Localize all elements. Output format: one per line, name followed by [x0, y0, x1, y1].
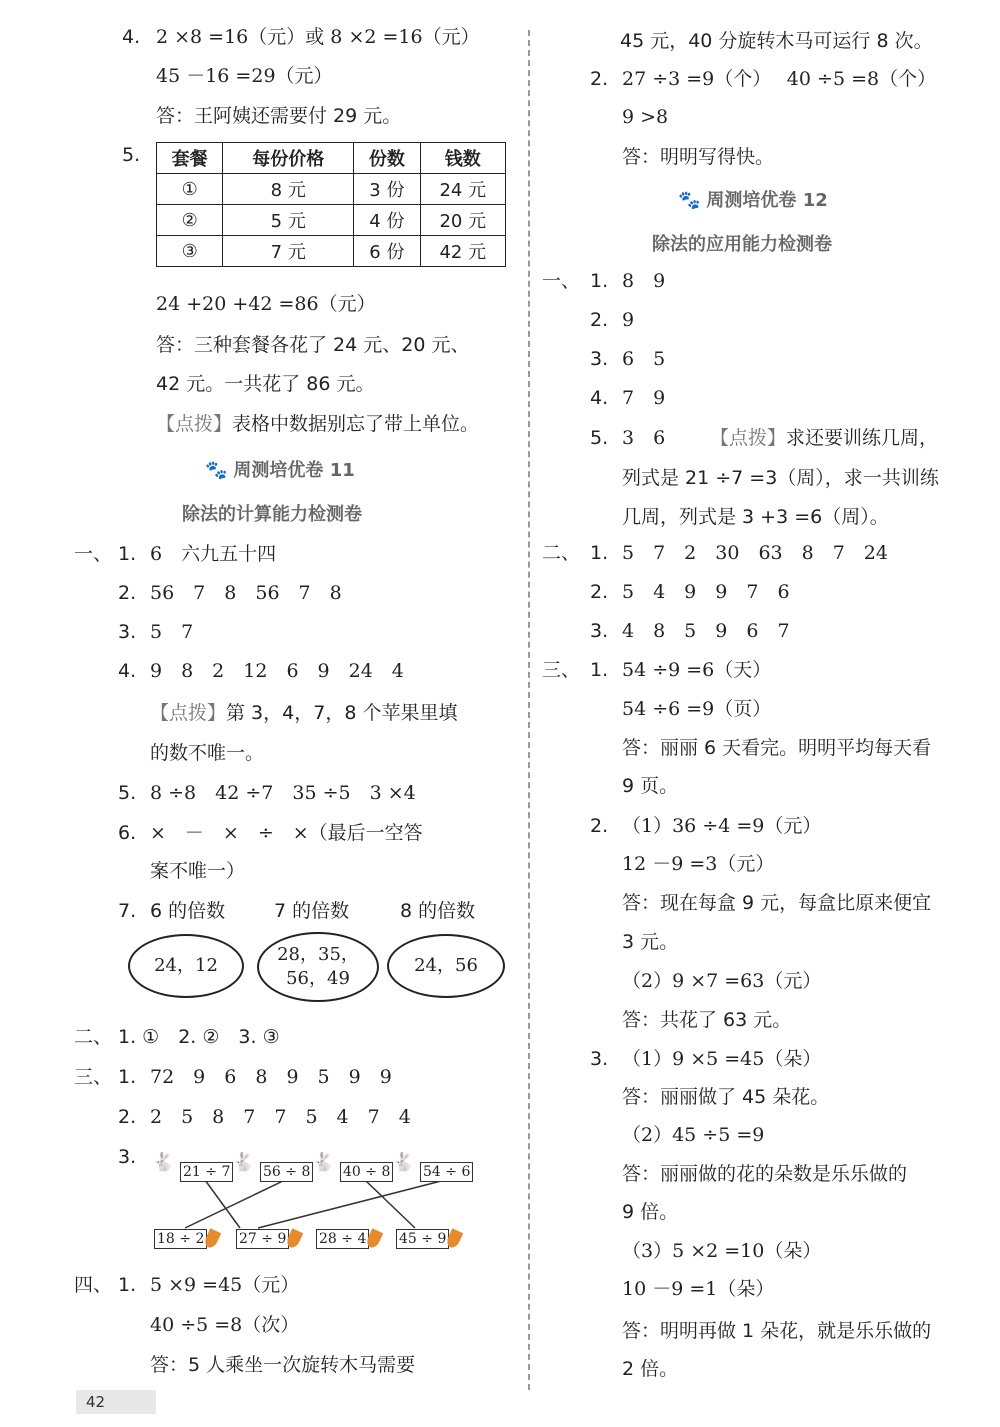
- item-answer: 答：丽丽 6 天看完。明明平均每天看: [622, 737, 932, 759]
- q5-answer1: 答：三种套餐各花了 24 元、20 元、: [156, 334, 470, 356]
- hint-text: 求还要训练几周，: [786, 427, 939, 449]
- item-number: 2.: [590, 68, 609, 90]
- item-number: 2.: [590, 581, 609, 603]
- oval-line: 56，49: [286, 968, 350, 989]
- item-text: 72 9 6 8 9 5 9 9: [150, 1066, 392, 1088]
- item-text: 4 8 5 9 6 7: [622, 620, 790, 642]
- item-answer: 答：明明写得快。: [622, 146, 775, 168]
- table-header: 份数: [354, 143, 420, 174]
- top-expression: 54 ÷ 6: [420, 1162, 473, 1182]
- q4-number: 4.: [122, 26, 141, 48]
- part4-label: 四、: [74, 1274, 113, 1296]
- q5-line1: 24 +20 +42 =86（元）: [156, 293, 376, 315]
- table-row: [157, 174, 506, 205]
- item-number: 1.: [590, 659, 609, 681]
- item-text: 5 4 9 9 7 6: [622, 581, 790, 603]
- item-text: 3 6: [622, 427, 666, 449]
- q4-line2: 45 －16 =29（元）: [156, 65, 333, 87]
- item-number: 1.: [118, 543, 137, 565]
- table-cell: ②: [157, 205, 223, 236]
- oval-multiples-7: [257, 932, 379, 1002]
- item-number: 1.: [118, 1066, 137, 1088]
- item-text: 10 －9 =1（朵）: [622, 1278, 775, 1300]
- rabbit-icon: 🐇: [312, 1152, 335, 1173]
- table-cell: ①: [157, 174, 223, 205]
- oval-multiples-8: 24，56: [387, 934, 505, 998]
- item-text: 7 9: [622, 387, 666, 409]
- hint-text: 几周，列式是 3 +3 =6（周）。: [622, 506, 889, 528]
- p1-hint2: 的数不唯一。: [150, 742, 265, 764]
- p1-hint: [150, 700, 457, 726]
- section-subtitle-12: 除法的应用能力检测卷: [652, 234, 832, 255]
- paw-icon: 🐾: [678, 190, 701, 211]
- table-cell: ③: [157, 236, 223, 267]
- item-answer: 答：共花了 63 元。: [622, 1009, 792, 1031]
- item-number: 3.: [590, 348, 609, 370]
- item-text: 6 六九五十四: [150, 543, 277, 565]
- rabbit-icon: 🐇: [152, 1152, 175, 1173]
- item-number: 2.: [590, 309, 609, 331]
- table-header: 钱数: [420, 143, 505, 174]
- item-text: （2）45 ÷5 =9: [622, 1124, 765, 1146]
- table-cell: 42 元: [420, 236, 505, 267]
- table-header: 每份价格: [223, 143, 354, 174]
- item-answer: 2 倍。: [622, 1358, 679, 1380]
- item-text: 40 ÷5 =8（次）: [150, 1314, 300, 1336]
- item-number: 1.: [118, 1274, 137, 1296]
- oval-line: 28，35，: [277, 944, 359, 965]
- section-title-11: [205, 458, 355, 484]
- table-cell: 8 元: [223, 174, 354, 205]
- multiple-label-8: 8 的倍数: [400, 900, 476, 922]
- table-cell: 20 元: [420, 205, 505, 236]
- item-text: × － × ÷ ×（最后一空答: [150, 822, 423, 844]
- item-text: 8 ÷8 42 ÷7 35 ÷5 3 ×4: [150, 782, 416, 804]
- item-text: 6 5: [622, 348, 666, 370]
- item-number: 2.: [118, 582, 137, 604]
- item-number: 3.: [118, 1146, 137, 1168]
- item-answer: 答：5 人乘坐一次旋转木马需要: [150, 1354, 416, 1376]
- paw-icon: 🐾: [205, 460, 228, 481]
- hint-text: 第 3，4，7，8 个苹果里填: [226, 702, 458, 724]
- item-text: 9 8 2 12 6 9 24 4: [150, 660, 404, 682]
- table-cell: 7 元: [223, 236, 354, 267]
- item-number: 1.: [590, 270, 609, 292]
- item-number: 4.: [118, 660, 137, 682]
- item-text: 8 9: [622, 270, 666, 292]
- table-cell: 24 元: [420, 174, 505, 205]
- item-answer: 答：现在每盒 9 元，每盒比原来便宜: [622, 892, 932, 914]
- item-text: 27 ÷3 =9（个） 40 ÷5 =8（个）: [622, 68, 937, 90]
- item-text: 56 7 8 56 7 8: [150, 582, 342, 604]
- item-answer: 答：丽丽做的花的朵数是乐乐做的: [622, 1163, 908, 1185]
- multiple-label-7: 7 的倍数: [274, 900, 350, 922]
- item-text: 54 ÷6 =9（页）: [622, 698, 772, 720]
- item-text: （1）36 ÷4 =9（元）: [622, 815, 822, 837]
- section-title-text: 周测培优卷 12: [706, 190, 828, 211]
- hint-text: 列式是 21 ÷7 =3（周），求一共训练: [622, 467, 939, 489]
- part3-label: 三、: [74, 1066, 113, 1088]
- item-text: 54 ÷9 =6（天）: [622, 659, 772, 681]
- section-title-text: 周测培优卷 11: [233, 460, 355, 481]
- table-cell: 3 份: [354, 174, 420, 205]
- item-number: 7.: [118, 900, 137, 922]
- item-text: （2）9 ×7 =63（元）: [622, 970, 822, 992]
- item-number: 5.: [590, 427, 609, 449]
- page-number: 42: [76, 1390, 156, 1414]
- rabbit-icon: 🐇: [392, 1152, 415, 1173]
- item-answer: 3 元。: [622, 931, 679, 953]
- item-text: 12 －9 =3（元）: [622, 853, 775, 875]
- item-text: （1）9 ×5 =45（朵）: [622, 1048, 822, 1070]
- bottom-expression: 18 ÷ 2: [154, 1229, 207, 1249]
- part2-label: 二、: [74, 1026, 113, 1048]
- multiple-label-6: 6 的倍数: [150, 900, 226, 922]
- q5-answer2: 42 元。一共花了 86 元。: [156, 373, 375, 395]
- part3-label: 三、: [542, 659, 581, 681]
- hint-tag: 【点拨】: [156, 413, 233, 435]
- section-title-12: [678, 188, 828, 214]
- hint-text: 表格中数据别忘了带上单位。: [232, 413, 480, 435]
- table-header-row: [157, 143, 506, 174]
- item-number: 2.: [590, 815, 609, 837]
- hint-tag: 【点拨】: [150, 702, 227, 724]
- item-number: 2.: [118, 1106, 137, 1128]
- q5-number: 5.: [122, 144, 141, 166]
- item-text: 9: [622, 309, 635, 331]
- item-answer: 答：明明再做 1 朵花，就是乐乐做的: [622, 1320, 932, 1342]
- item-answer: 答：丽丽做了 45 朵花。: [622, 1086, 830, 1108]
- table-row: [157, 205, 506, 236]
- q4-answer: 答：王阿姨还需要付 29 元。: [156, 105, 402, 127]
- part1-label: 一、: [542, 270, 581, 292]
- item-text: （3）5 ×2 =10（朵）: [622, 1240, 822, 1262]
- item-number: 3.: [118, 621, 137, 643]
- column-divider: [528, 30, 530, 1390]
- item-text: 9 >8: [622, 106, 669, 128]
- bottom-expression: 45 ÷ 9: [396, 1229, 449, 1249]
- table-header: 套餐: [157, 143, 223, 174]
- item-text: 案不唯一）: [150, 860, 246, 882]
- oval-multiples-6: 24，12: [128, 934, 244, 998]
- item-text: 5 7: [150, 621, 194, 643]
- q4-line1: 2 ×8 =16（元）或 8 ×2 =16（元）: [156, 26, 480, 48]
- item-text: 2 5 8 7 7 5 4 7 4: [150, 1106, 411, 1128]
- item-number: 3.: [590, 620, 609, 642]
- q5-hint: [156, 411, 479, 437]
- item-text: 5 ×9 =45（元）: [150, 1274, 300, 1296]
- section-subtitle-11: 除法的计算能力检测卷: [182, 504, 362, 525]
- part1-label: 一、: [74, 543, 113, 565]
- bottom-expression: 27 ÷ 9: [236, 1229, 289, 1249]
- bottom-expression: 28 ÷ 4: [316, 1229, 369, 1249]
- item-number: 3.: [590, 1048, 609, 1070]
- table-cell: 5 元: [223, 205, 354, 236]
- item-answer: 9 页。: [622, 775, 679, 797]
- table-cell: 6 份: [354, 236, 420, 267]
- top-expression: 56 ÷ 8: [260, 1162, 313, 1182]
- rabbit-icon: 🐇: [232, 1152, 255, 1173]
- item-number: 6.: [118, 822, 137, 844]
- table-row: [157, 236, 506, 267]
- table-cell: 4 份: [354, 205, 420, 236]
- top-expression: 40 ÷ 8: [340, 1162, 393, 1182]
- hint-tag: 【点拨】: [710, 427, 787, 449]
- continued-answer: 45 元，40 分旋转木马可运行 8 次。: [620, 30, 933, 52]
- item-number: 4.: [590, 387, 609, 409]
- top-expression: 21 ÷ 7: [180, 1162, 233, 1182]
- meal-table: [156, 142, 506, 267]
- item-number: 5.: [118, 782, 137, 804]
- part2-answers: 1. ① 2. ② 3. ③: [118, 1026, 280, 1048]
- part2-label: 二、: [542, 542, 581, 564]
- item-answer: 9 倍。: [622, 1201, 679, 1223]
- item-number: 1.: [590, 542, 609, 564]
- item-text: 5 7 2 30 63 8 7 24: [622, 542, 888, 564]
- p1-hint: [710, 425, 938, 451]
